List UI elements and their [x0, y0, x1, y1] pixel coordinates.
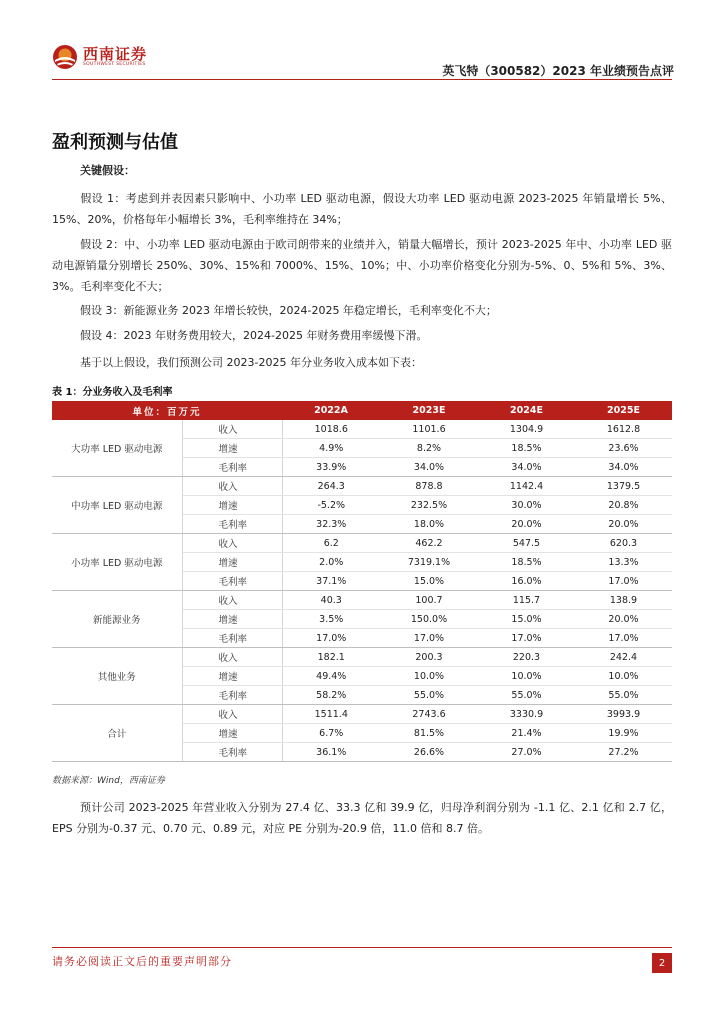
company-logo	[52, 44, 147, 70]
metric-label: 增速	[182, 667, 282, 686]
value-cell: 3.5%	[282, 610, 380, 629]
header-2023e: 2023E	[380, 401, 478, 420]
value-cell: 242.4	[575, 648, 672, 667]
metric-label: 毛利率	[182, 743, 282, 762]
segment-name: 小功率 LED 驱动电源	[52, 534, 182, 591]
report-title: 英飞特（300582）2023 年业绩预告点评	[442, 64, 674, 78]
metric-label: 毛利率	[182, 629, 282, 648]
value-cell: 17.0%	[575, 572, 672, 591]
value-cell: 20.0%	[575, 610, 672, 629]
value-cell: 17.0%	[380, 629, 478, 648]
value-cell: 4.9%	[282, 439, 380, 458]
table-intro: 基于以上假设，我们预测公司 2023-2025 年分业务收入成本如下表：	[80, 356, 422, 369]
metric-label: 增速	[182, 439, 282, 458]
value-cell: 17.0%	[575, 629, 672, 648]
section-title: 盈利预测与估值	[52, 132, 178, 153]
header-unit: 单位：百万元	[52, 401, 282, 420]
value-cell: 20.0%	[478, 515, 575, 534]
value-cell: 27.0%	[478, 743, 575, 762]
value-cell: 220.3	[478, 648, 575, 667]
value-cell: 26.6%	[380, 743, 478, 762]
value-cell: 18.5%	[478, 439, 575, 458]
value-cell: 1304.9	[478, 420, 575, 439]
value-cell: 55.0%	[575, 686, 672, 705]
segment-name: 新能源业务	[52, 591, 182, 648]
value-cell: 18.0%	[380, 515, 478, 534]
assumption-3: 假设 3：新能源业务 2023 年增长较快，2024-2025 年稳定增长，毛利率变化不大；	[80, 304, 497, 317]
value-cell: 13.3%	[575, 553, 672, 572]
table-row	[52, 534, 672, 553]
metric-label: 毛利率	[182, 515, 282, 534]
value-cell: 21.4%	[478, 724, 575, 743]
value-cell: 3330.9	[478, 705, 575, 724]
logo-english-name: SOUTHWEST SECURITIES	[83, 62, 146, 67]
segment-name: 中功率 LED 驱动电源	[52, 477, 182, 534]
value-cell: 17.0%	[282, 629, 380, 648]
value-cell: 34.0%	[380, 458, 478, 477]
metric-label: 收入	[182, 705, 282, 724]
value-cell: 36.1%	[282, 743, 380, 762]
value-cell: 1612.8	[575, 420, 672, 439]
value-cell: 100.7	[380, 591, 478, 610]
value-cell: 115.7	[478, 591, 575, 610]
value-cell: 81.5%	[380, 724, 478, 743]
value-cell: 232.5%	[380, 496, 478, 515]
value-cell: 547.5	[478, 534, 575, 553]
value-cell: 6.2	[282, 534, 380, 553]
table-row	[52, 420, 672, 439]
table-row	[52, 591, 672, 610]
value-cell: 58.2%	[282, 686, 380, 705]
footer-disclaimer: 请务必阅读正文后的重要声明部分	[52, 955, 232, 968]
value-cell: 32.3%	[282, 515, 380, 534]
value-cell: 10.0%	[380, 667, 478, 686]
logo-emblem-icon	[52, 44, 78, 70]
value-cell: 40.3	[282, 591, 380, 610]
logo-chinese-name: 西南证券	[83, 45, 148, 63]
value-cell: 264.3	[282, 477, 380, 496]
header-2024e: 2024E	[478, 401, 575, 420]
value-cell: 19.9%	[575, 724, 672, 743]
metric-label: 毛利率	[182, 572, 282, 591]
metric-label: 增速	[182, 724, 282, 743]
segment-name: 其他业务	[52, 648, 182, 705]
value-cell: 30.0%	[478, 496, 575, 515]
value-cell: 878.8	[380, 477, 478, 496]
metric-label: 收入	[182, 648, 282, 667]
value-cell: 3993.9	[575, 705, 672, 724]
assumption-2: 假设 2：中、小功率 LED 驱动电源由于欧司朗带来的业绩并入，销量大幅增长，预计 2023-2025 年中、小功率 LED 驱动电源销量分别增长 250%、30%、15%和 7000%、15%、10%；中、小功率价格变化分别为-5%、0、5%和 5%、3%、3%。毛利率变化不大；	[52, 238, 672, 293]
value-cell: 1142.4	[478, 477, 575, 496]
value-cell: 200.3	[380, 648, 478, 667]
table-row	[52, 705, 672, 724]
value-cell: 1101.6	[380, 420, 478, 439]
header-2022a: 2022A	[282, 401, 380, 420]
metric-label: 毛利率	[182, 458, 282, 477]
value-cell: 55.0%	[380, 686, 478, 705]
value-cell: 15.0%	[478, 610, 575, 629]
value-cell: 182.1	[282, 648, 380, 667]
value-cell: 15.0%	[380, 572, 478, 591]
footer-divider	[52, 947, 672, 948]
table-source: 数据来源：Wind，西南证券	[52, 776, 165, 786]
table-header-row	[52, 401, 672, 420]
metric-label: 毛利率	[182, 686, 282, 705]
value-cell: 20.8%	[575, 496, 672, 515]
metric-label: 收入	[182, 591, 282, 610]
assumption-4: 假设 4：2023 年财务费用较大，2024-2025 年财务费用率缓慢下滑。	[80, 329, 428, 342]
assumption-1: 假设 1：考虑到并表因素只影响中、小功率 LED 驱动电源，假设大功率 LED 驱动电源 2023-2025 年销量增长 5%、15%、20%，价格每年小幅增长 3%，毛利率维持在 34%；	[52, 192, 672, 226]
value-cell: 462.2	[380, 534, 478, 553]
value-cell: 18.5%	[478, 553, 575, 572]
value-cell: 49.4%	[282, 667, 380, 686]
metric-label: 收入	[182, 534, 282, 553]
value-cell: 34.0%	[575, 458, 672, 477]
table-row	[52, 477, 672, 496]
value-cell: 10.0%	[478, 667, 575, 686]
value-cell: 33.9%	[282, 458, 380, 477]
table-row	[52, 648, 672, 667]
metric-label: 增速	[182, 553, 282, 572]
value-cell: 27.2%	[575, 743, 672, 762]
key-assumptions-label: 关键假设：	[80, 164, 135, 177]
metric-label: 收入	[182, 420, 282, 439]
value-cell: 37.1%	[282, 572, 380, 591]
value-cell: 1379.5	[575, 477, 672, 496]
page-number: 2	[652, 953, 672, 973]
value-cell: 6.7%	[282, 724, 380, 743]
value-cell: 16.0%	[478, 572, 575, 591]
metric-label: 增速	[182, 496, 282, 515]
forecast-conclusion: 预计公司 2023-2025 年营业收入分别为 27.4 亿、33.3 亿和 39.9 亿，归母净利润分别为 -1.1 亿、2.1 亿和 2.7 亿，EPS 分别为-0.37 元、0.70 元、0.89 元，对应 PE 分别为-20.9 倍，11.0 倍和 8.7 倍。	[52, 801, 672, 835]
metric-label: 增速	[182, 610, 282, 629]
value-cell: -5.2%	[282, 496, 380, 515]
value-cell: 2.0%	[282, 553, 380, 572]
revenue-margin-table	[52, 401, 672, 762]
value-cell: 1018.6	[282, 420, 380, 439]
segment-name: 合计	[52, 705, 182, 762]
value-cell: 8.2%	[380, 439, 478, 458]
value-cell: 17.0%	[478, 629, 575, 648]
table-title: 表 1：分业务收入及毛利率	[52, 387, 173, 398]
value-cell: 150.0%	[380, 610, 478, 629]
segment-name: 大功率 LED 驱动电源	[52, 420, 182, 477]
value-cell: 620.3	[575, 534, 672, 553]
value-cell: 55.0%	[478, 686, 575, 705]
value-cell: 1511.4	[282, 705, 380, 724]
header-2025e: 2025E	[575, 401, 672, 420]
value-cell: 7319.1%	[380, 553, 478, 572]
header-divider	[52, 79, 672, 80]
value-cell: 34.0%	[478, 458, 575, 477]
value-cell: 20.0%	[575, 515, 672, 534]
value-cell: 2743.6	[380, 705, 478, 724]
value-cell: 10.0%	[575, 667, 672, 686]
value-cell: 23.6%	[575, 439, 672, 458]
metric-label: 收入	[182, 477, 282, 496]
value-cell: 138.9	[575, 591, 672, 610]
